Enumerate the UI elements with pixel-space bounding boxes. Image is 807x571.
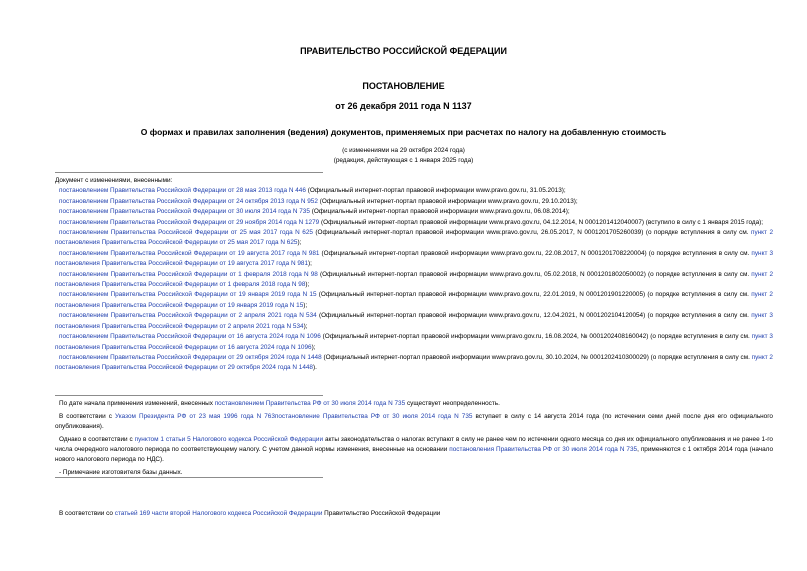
amendments-list [55,176,773,374]
amendment-link[interactable]: постановлением Правительства Российской Федерации от 1 февраля 2018 года N 98 [59,270,318,278]
database-note [55,399,773,481]
amendment-link[interactable]: постановлением Правительства Российской Федерации от 29 ноября 2014 года N 1279 [59,218,320,226]
note-link[interactable]: постановление Правительства РФ от 30 июля 2014 года N 735 [274,412,473,420]
amendment-effect-link[interactable]: пункт 2 постановления Правительства Российской Федерации от 25 мая 2017 года N 625 [55,229,773,247]
note-source: - Примечание изготовителя базы данных. [59,469,183,476]
amendment-link[interactable]: постановлением Правительства Российской Федерации от 16 августа 2024 года N 1096 [59,333,321,341]
amendment-item: постановлением Правительства Российской Федерации от 19 августа 2017 года N 981 (Официальный интернет-портал правовой информации www.pravo.gov.ru, 22.08.2017, N 0001201708220004) (о порядке вступления в силу см. пункт 3 постановления Правительства Российской Федерации от 19 августа 2017 года N 981); [55,249,773,268]
amendment-effect-link[interactable]: пункт 2 постановления Правительства Российской Федерации от 19 января 2019 года N 15 [55,291,773,309]
amendment-item: постановлением Правительства Российской Федерации от 29 октября 2024 года N 1448 (Официальный интернет-портал правовой информации www.pravo.gov.ru, 30.10.2024, № 0001202410300029) (о порядке вступления в силу см. пункт 2 постановления Правительства Российской Федерации от 29 октября 2024 года N 1448). [55,353,773,372]
document-date-number: от 26 декабря 2011 года N 1137 [335,101,472,111]
amendment-item: постановлением Правительства Российской Федерации от 24 октября 2013 года N 952 (Официальный интернет-портал правовой информации www.pravo.gov.ru, 29.10.2013); [59,197,578,205]
changes-date-note: (с изменениями на 29 октября 2024 года) [342,147,465,154]
amendment-effect-link[interactable]: пункт 3 постановления Правительства Российской Федерации от 2 апреля 2021 года N 534 [55,312,773,330]
amendment-effect-link[interactable]: пункт 3 постановления Правительства Российской Федерации от 16 августа 2024 года N 1096 [55,333,773,351]
amendment-effect-link[interactable]: пункт 3 постановления Правительства Российской Федерации от 19 августа 2017 года N 981 [55,249,773,268]
preamble-paragraph: В соответствии со статьей 169 части второй Налогового кодекса Российской Федерации Правительство Российской Федерации [59,510,441,517]
amendment-link[interactable]: постановлением Правительства Российской Федерации от 25 мая 2017 года N 625 [59,229,313,237]
amendment-item: постановлением Правительства Российской Федерации от 1 февраля 2018 года N 98 (Официальный интернет-портал правовой информации www.pravo.gov.ru, 05.02.2018, N 0001201802050002) (о порядке вступления в силу см. пункт 2 постановления Правительства Российской Федерации от 1 февраля 2018 года N 98); [55,270,774,289]
amendment-item: постановлением Правительства Российской Федерации от 29 ноября 2014 года N 1279 (Официальный интернет-портал правовой информации www.pravo.gov.ru, 04.12.2014, N 0001201412040007) (вступило в силу с 1 января 2015 года); [59,218,764,226]
note-link[interactable]: пунктом 1 статьи 5 Налогового кодекса Российской Федерации [134,435,324,443]
divider-bottom [55,477,323,478]
preamble [55,509,773,519]
amendment-item: постановлением Правительства Российской Федерации от 28 мая 2013 года N 446 (Официальный интернет-портал правовой информации www.pravo.gov.ru, 31.05.2013); [59,187,566,195]
note-link[interactable]: Указом Президента РФ от 23 мая 1996 года N 763 [114,412,275,420]
document-type: ПОСТАНОВЛЕНИЕ [362,81,445,91]
amendment-item: постановлением Правительства Российской Федерации от 16 августа 2024 года N 1096 (Официальный интернет-портал правовой информации www.pravo.gov.ru, 16.08.2024, № 0001202408160042) (о порядке вступления в силу см. пункт 3 постановления Правительства Российской Федерации от 16 августа 2024 года N 1096); [55,333,773,351]
amendment-link[interactable]: постановлением Правительства Российской Федерации от 29 октября 2024 года N 1448 [59,353,322,361]
amendment-item: постановлением Правительства Российской Федерации от 30 июля 2014 года N 735 (Официальный интернет-портал правовой информации www.pravo.gov.ru, 06.08.2014); [59,208,570,216]
note-link[interactable]: постановления Правительства РФ от 30 июля 2014 года N 735 [449,446,638,453]
divider-top [55,172,323,173]
edition-note: (редакция, действующая с 1 января 2025 года) [333,157,474,164]
amendment-effect-link[interactable]: пункт 2 постановления Правительства Российской Федерации от 29 октября 2024 года N 1448 [55,353,773,372]
amendments-intro: Документ с изменениями, внесенными: [55,177,173,184]
amendment-item: постановлением Правительства Российской Федерации от 2 апреля 2021 года N 534 (Официальный интернет-портал правовой информации www.pravo.gov.ru, 12.04.2021, N 0001202104120054) (о порядке вступления в силу см. пункт 3 постановления Правительства Российской Федерации от 2 апреля 2021 года N 534); [55,312,773,330]
note-link[interactable]: постановлением Правительства РФ от 30 июля 2014 года N 735 [214,400,406,407]
divider-middle [55,395,323,396]
amendment-link[interactable]: постановлением Правительства Российской Федерации от 30 июля 2014 года N 735 [59,208,310,216]
note-paragraph: В соответствии с Указом Президента РФ от 23 мая 1996 года N 763постановление Правительства РФ от 30 июля 2014 года N 735 вступает в силу с 14 августа 2014 года (по истечении семи дней после дня его официального опубликования). [55,412,773,430]
amendment-item: постановлением Правительства Российской Федерации от 25 мая 2017 года N 625 (Официальный интернет-портал правовой информации www.pravo.gov.ru, 26.05.2017, N 0001201705260039) (о порядке вступления в силу см. пункт 2 постановления Правительства Российской Федерации от 25 мая 2017 года N 625); [55,229,773,247]
document-title: О формах и правилах заполнения (ведения) документов, применяемых при расчетах по налогу на добавленную стоимость [140,127,667,137]
note-paragraph: По дате начала применения изменений, внесенных постановлением Правительства РФ от 30 июля 2014 года N 735 существует неопределенность. [59,400,500,407]
amendment-item: постановлением Правительства Российской Федерации от 19 января 2019 года N 15 (Официальный интернет-портал правовой информации www.pravo.gov.ru, 22.01.2019, N 0001201901220005) (о порядке вступления в силу см. пункт 2 постановления Правительства Российской Федерации от 19 января 2019 года N 15); [55,291,773,309]
tax-code-link[interactable]: статьей 169 части второй Налогового кодекса Российской Федерации [114,510,323,517]
amendment-link[interactable]: постановлением Правительства Российской Федерации от 19 января 2019 года N 15 [59,291,317,299]
amendment-link[interactable]: постановлением Правительства Российской Федерации от 2 апреля 2021 года N 534 [59,312,317,320]
note-paragraph: Однако в соответствии с пунктом 1 статьи 5 Налогового кодекса Российской Федерации акты законодательства о налогах вступают в силу не ранее чем по истечении одного месяца со дня их официального опубликования и не ранее 1-го числа очередного налогового периода по соответствующему налогу. С учетом данной нормы изменения, внесенные на основании постановления Правительства РФ от 30 июля 2014 года N 735, применяются с 1 октября 2014 года (начало нового налогового периода по НДС). [55,435,773,464]
issuing-authority: ПРАВИТЕЛЬСТВО РОССИЙСКОЙ ФЕДЕРАЦИИ [300,46,507,56]
amendment-effect-link[interactable]: пункт 2 постановления Правительства Российской Федерации от 1 февраля 2018 года N 98 [55,270,774,289]
amendment-link[interactable]: постановлением Правительства Российской Федерации от 19 августа 2017 года N 981 [59,249,320,257]
amendment-link[interactable]: постановлением Правительства Российской Федерации от 28 мая 2013 года N 446 [59,187,306,195]
amendment-link[interactable]: постановлением Правительства Российской Федерации от 24 октября 2013 года N 952 [59,197,318,205]
